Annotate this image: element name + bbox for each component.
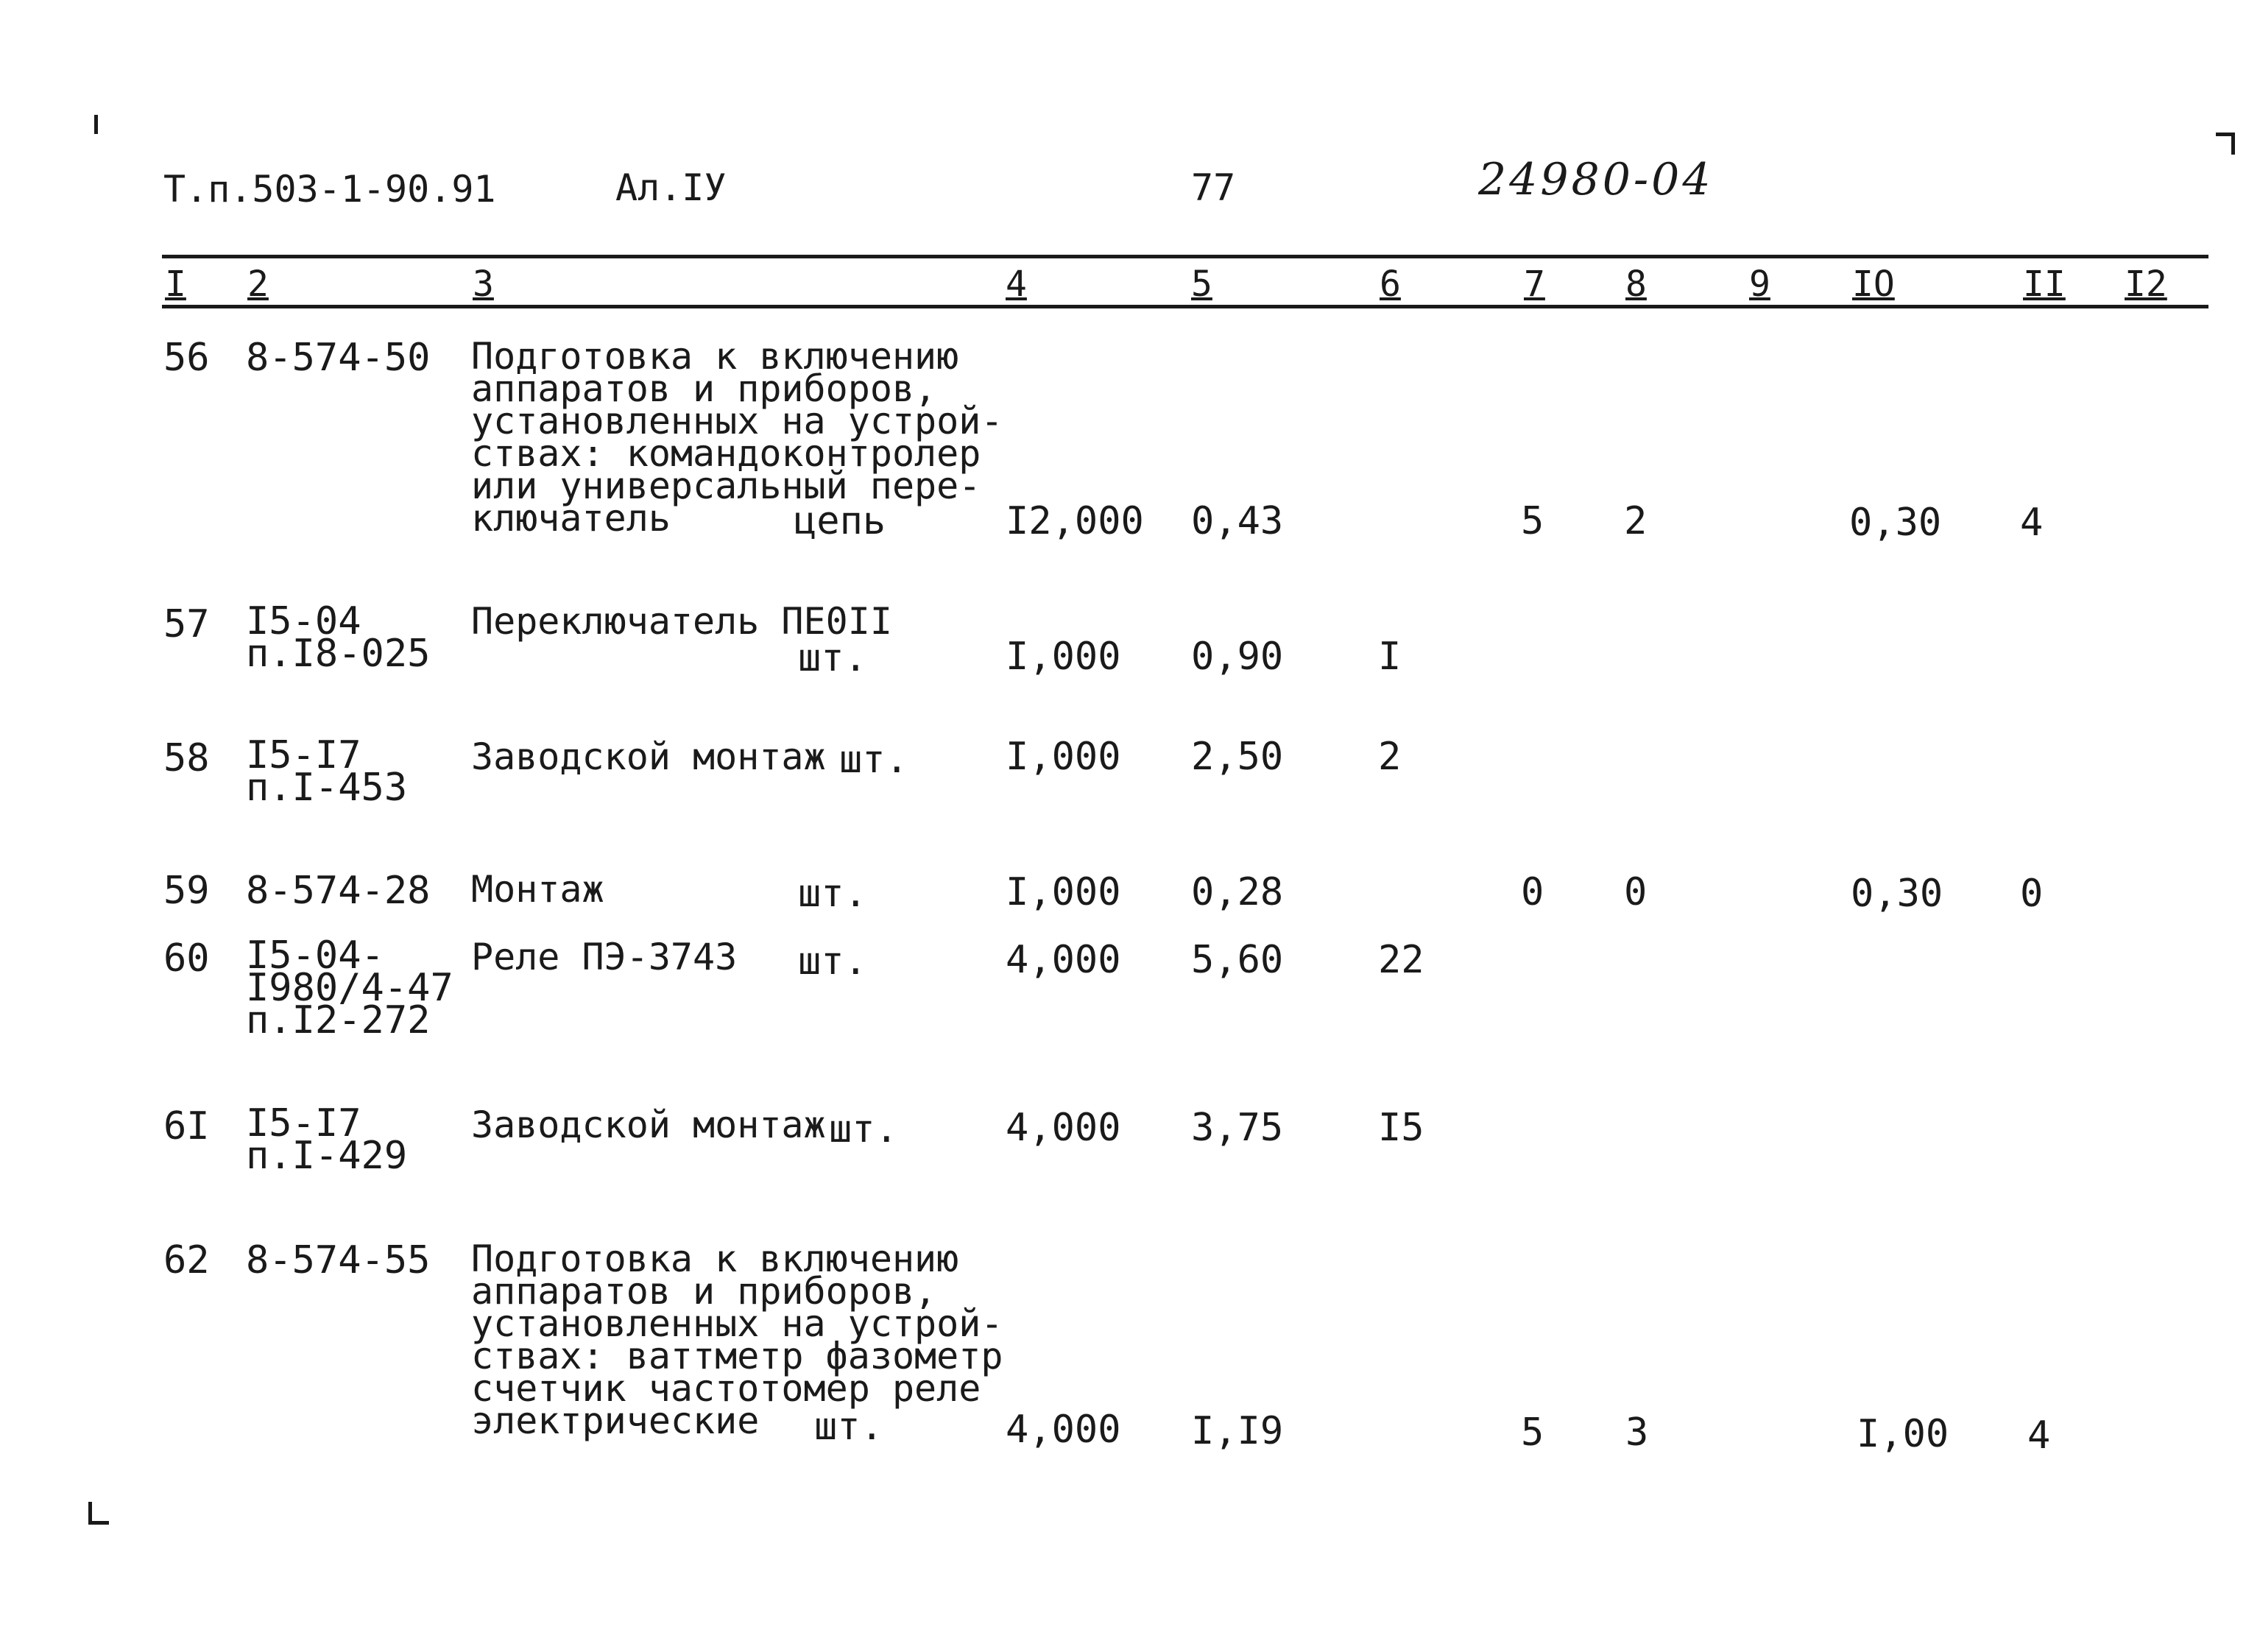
row-56-col5: 0,43	[1191, 499, 1284, 543]
row-56-col11: 4	[2020, 501, 2044, 545]
row-58-quantity: I,000	[1006, 735, 1121, 779]
column-index-4: 4	[1006, 264, 1027, 305]
row-57-col6: I	[1378, 635, 1402, 679]
row-56-col7: 5	[1521, 499, 1544, 543]
row-60-number: 60	[163, 936, 210, 981]
row-56-name: Подготовка к включению аппаратов и приборов, установленных на устрой- ствах: командоконтролер или универсальный пере- ключатель	[471, 335, 1003, 540]
row-56-quantity: I2,000	[1006, 499, 1144, 543]
document-reference: Т.п.503-1-90.91	[163, 168, 496, 211]
row-62-quantity: 4,000	[1006, 1408, 1121, 1452]
corner-mark-top-left	[94, 115, 98, 134]
row-62-col10: I,00	[1857, 1412, 1949, 1456]
row-57-name: Переключатель ПЕ0II	[471, 600, 892, 643]
row-62-number: 62	[163, 1238, 210, 1282]
page-number: 77	[1191, 166, 1236, 209]
row-57-number: 57	[163, 602, 210, 646]
column-index-10: IO	[1852, 264, 1895, 305]
row-57-quantity: I,000	[1006, 635, 1121, 679]
row-59-unit: шт.	[798, 872, 867, 916]
row-61-unit: шт.	[829, 1107, 898, 1151]
row-56-number: 56	[163, 336, 210, 380]
row-58-unit: шт.	[839, 738, 908, 782]
corner-mark-top-right-v	[2231, 133, 2235, 155]
album-number: Ал.IУ	[615, 166, 727, 209]
column-index-3: 3	[473, 264, 494, 305]
column-index-7: 7	[1524, 264, 1545, 305]
row-59-code: 8-574-28	[246, 869, 431, 913]
row-59-col11: 0	[2020, 872, 2044, 916]
row-62-name: Подготовка к включению аппаратов и приборов, установленных на устрой- ствах: ваттметр фазометр счетчик частотомер реле электрические	[471, 1238, 1003, 1442]
row-62-col7: 5	[1521, 1411, 1544, 1455]
row-56-unit: цепь	[794, 499, 886, 543]
row-57-col5: 0,90	[1191, 635, 1284, 679]
row-62-col8: 3	[1625, 1411, 1649, 1455]
row-61-code: I5-I7 п.I-429	[246, 1101, 408, 1178]
row-60-col6: 22	[1378, 938, 1424, 982]
row-56-code: 8-574-50	[246, 336, 431, 380]
row-59-col7: 0	[1521, 870, 1544, 914]
row-56-col8: 2	[1624, 499, 1648, 543]
row-60-unit: шт.	[798, 939, 867, 984]
row-58-col5: 2,50	[1191, 735, 1284, 779]
column-index-2: 2	[247, 264, 269, 305]
row-61-col5: 3,75	[1191, 1106, 1284, 1150]
row-61-quantity: 4,000	[1006, 1106, 1121, 1150]
column-index-12: I2	[2125, 264, 2167, 305]
row-60-code: I5-04- I980/4-47 п.I2-272	[246, 933, 453, 1042]
column-index-11: II	[2023, 264, 2066, 305]
row-60-name: Реле ПЭ-3743	[471, 936, 738, 978]
row-62-col11: 4	[2027, 1413, 2051, 1458]
column-index-5: 5	[1191, 264, 1212, 305]
row-61-name: Заводской монтаж	[471, 1104, 826, 1146]
row-56-col10: 0,30	[1849, 501, 1942, 545]
column-index-6: 6	[1380, 264, 1401, 305]
row-62-unit: шт.	[814, 1405, 883, 1449]
row-58-col6: 2	[1378, 735, 1402, 779]
row-58-code: I5-I7 п.I-453	[246, 733, 408, 810]
row-62-code: 8-574-55	[246, 1238, 431, 1282]
row-60-col5: 5,60	[1191, 938, 1284, 982]
column-index-8: 8	[1625, 264, 1647, 305]
row-57-unit: шт.	[798, 636, 867, 680]
row-61-col6: I5	[1378, 1106, 1424, 1150]
document-code: 24980-04	[1478, 154, 1714, 205]
corner-mark-bottom-left-h	[88, 1521, 109, 1525]
row-59-quantity: I,000	[1006, 870, 1121, 914]
row-59-name: Монтаж	[471, 868, 604, 911]
row-60-quantity: 4,000	[1006, 938, 1121, 982]
row-58-name: Заводской монтаж	[471, 735, 826, 778]
row-58-number: 58	[163, 736, 210, 780]
row-62-col5: I,I9	[1191, 1409, 1284, 1453]
row-59-col10: 0,30	[1851, 872, 1943, 916]
row-57-code: I5-04 п.I8-025	[246, 599, 431, 676]
column-index-9: 9	[1749, 264, 1770, 305]
row-59-col8: 0	[1624, 870, 1648, 914]
header-rule	[162, 305, 2208, 308]
row-59-col5: 0,28	[1191, 870, 1284, 914]
column-index-1: I	[165, 264, 186, 305]
row-61-number: 6I	[163, 1104, 210, 1148]
top-rule	[162, 255, 2208, 258]
row-59-number: 59	[163, 869, 210, 913]
